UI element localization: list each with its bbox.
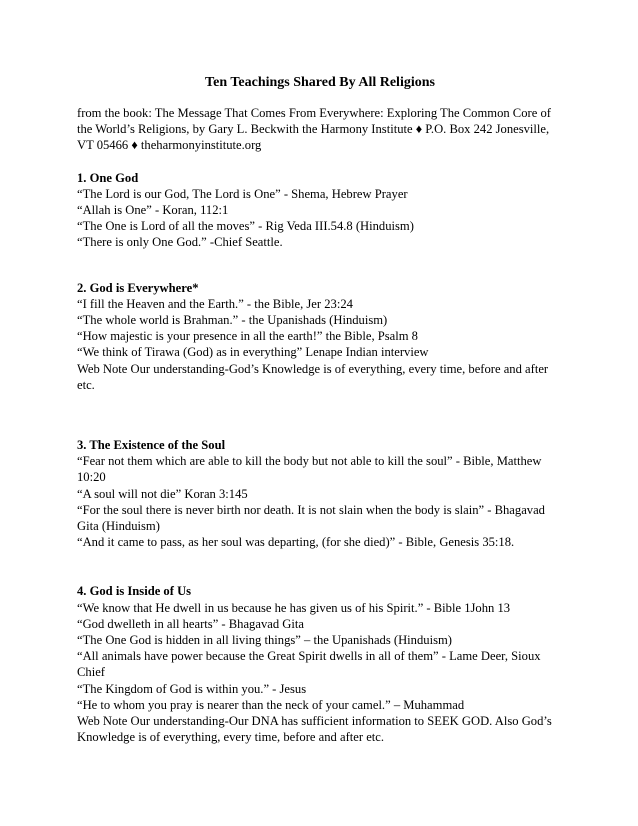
quote-line: “We know that He dwell in us because he has given us of his Spirit.” - Bible 1John 13: [77, 600, 511, 615]
section-spacer: [77, 251, 563, 280]
section-spacer: [77, 393, 563, 437]
section-spacer: [77, 550, 563, 583]
page-title: Ten Teachings Shared By All Religions: [205, 75, 435, 90]
section-heading: 3. The Existence of the Soul: [77, 438, 226, 453]
section-heading: 2. God is Everywhere*: [77, 280, 199, 295]
section-god-everywhere: [77, 280, 563, 393]
quote-line: “Fear not them which are able to kill the body but not able to kill the soul” - Bible, Matthew 10:20: [77, 454, 542, 485]
quote-line: “We think of Tirawa (God) as in everything” Lenape Indian interview: [77, 345, 429, 360]
quote-line: “The Kingdom of God is within you.” - Jesus: [77, 681, 307, 696]
section-god-inside-us: [77, 583, 563, 745]
quote-line: “Allah is One” - Koran, 112:1: [77, 203, 229, 218]
intro-paragraph: from the book: The Message That Comes From Everywhere: Exploring The Common Core of the World’s Religions, by Gary L. Beckwith the Harmony Institute ♦ P.O. Box 242 Jonesville, VT 05466 ♦ theharmonyinstitute.org: [77, 106, 551, 153]
web-note: Web Note Our understanding-Our DNA has sufficient information to SEEK GOD. Also God’s Knowledge is of everything, every time, before and after etc.: [77, 714, 552, 745]
section-heading: 1. One God: [77, 170, 139, 185]
section-existence-of-soul: [77, 437, 563, 550]
document-page: [77, 74, 563, 746]
quote-line: “The Lord is our God, The Lord is One” - Shema, Hebrew Prayer: [77, 186, 408, 201]
quote-line: “And it came to pass, as her soul was departing, (for she died)” - Bible, Genesis 35:18.: [77, 535, 515, 550]
quote-line: “A soul will not die” Koran 3:145: [77, 486, 248, 501]
quote-line: “The One God is hidden in all living things” – the Upanishads (Hinduism): [77, 633, 452, 648]
quote-line: “How majestic is your presence in all the earth!” the Bible, Psalm 8: [77, 329, 418, 344]
section-one-god: [77, 170, 563, 251]
quote-line: “God dwelleth in all hearts” - Bhagavad Gita: [77, 616, 304, 631]
quote-line: “I fill the Heaven and the Earth.” - the Bible, Jer 23:24: [77, 296, 353, 311]
quote-line: “All animals have power because the Great Spirit dwells in all of them” - Lame Deer, Sioux Chief: [77, 649, 541, 680]
section-heading: 4. God is Inside of Us: [77, 584, 192, 599]
quote-line: “The One is Lord of all the moves” - Rig Veda III.54.8 (Hinduism): [77, 219, 414, 234]
web-note: Web Note Our understanding-God’s Knowledge is of everything, every time, before and after etc.: [77, 361, 549, 392]
quote-line: “For the soul there is never birth nor death. It is not slain when the body is slain” - Bhagavad Gita (Hinduism): [77, 502, 545, 534]
quote-line: “The whole world is Brahman.” - the Upanishads (Hinduism): [77, 313, 388, 328]
quote-line: “He to whom you pray is nearer than the neck of your camel.” – Muhammad: [77, 697, 465, 712]
quote-line: “There is only One God.” -Chief Seattle.: [77, 235, 283, 250]
